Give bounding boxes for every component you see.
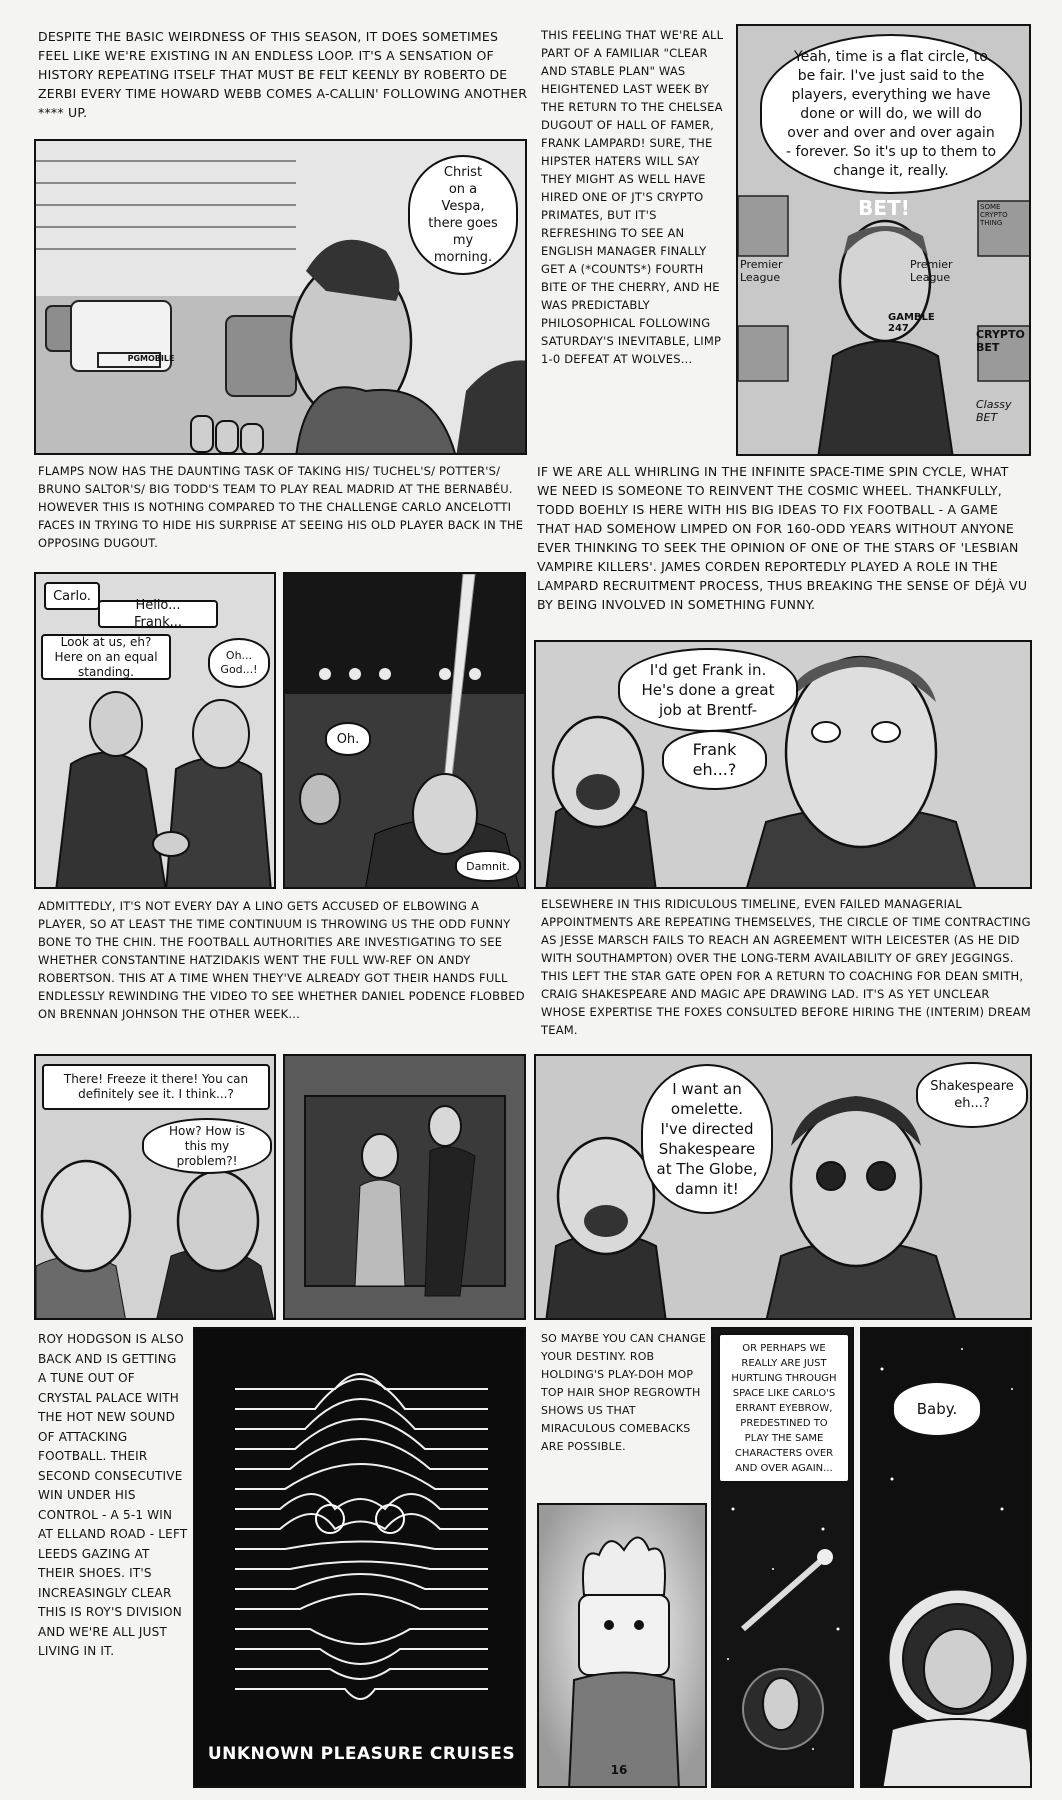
speech-equal-standing: Look at us, eh? Here on an equal standing. [41,634,171,680]
board-premier-league-2: Premier League [910,258,953,284]
holding-play-doh-illustration [539,1505,707,1788]
panel-carlo-handshake [34,572,276,889]
panel-var-room [34,1054,276,1320]
speech-lampard: Yeah, time is a flat circle, to be fair. I've just said to the players, everything we have done or will do, we will do over and over and over again - forever. So it's up to them to change it, really. [760,34,1022,194]
panel-podence-bench [283,1054,526,1320]
board-premier-league-1: Premier League [740,258,783,284]
panel-de-zerbi-window [34,139,527,455]
panel-lampard-press [736,24,1031,456]
caption-7: ROY HODGSON IS ALSO BACK AND IS GETTING A TUNE OUT OF CRYSTAL PALACE WITH THE HOT NEW SOUND OF ATTACKING FOOTBALL. THEIR SECOND CONSECUTIVE WIN UNDER HIS CONTROL - A 5-1 WIN AT ELLAND ROAD - LEFT LEEDS GAZING AT THEIR SHOES. IT'S INCREASINGLY CLEAR THIS IS ROY'S DIVISION AND WE'RE ALL JUST LIVING IN IT. [38,1332,188,1658]
speech-oh-god: Oh... God...! [208,638,270,688]
joy-division-lines-illustration [195,1329,526,1788]
speech-baby: Baby. [892,1381,982,1437]
board-gamble: GAMBLE 247 [888,312,935,334]
caption-5: ADMITTEDLY, IT'S NOT EVERY DAY A LINO GETS ACCUSED OF ELBOWING A PLAYER, SO AT LEAST THE TIME CONTINUUM IS THROWING US THE ODD FUNNY BONE TO THE CHIN. THE FOOTBALL AUTHORITIES ARE INVESTIGATING TO SEE WHETHER CONSTANTINE HATZIDAKIS WENT THE FULL WW-REF ON ANDY ROBERTSON. THIS AT A TIME WHEN THEY'VE ALREADY GOT THEIR HANDS FULL ENDLESSLY REWINDING THE VIDEO TO SEE WHETHER DANIEL PODENCE FLOBBED ON BRENNAN JOHNSON THE OTHER WEEK... [38,899,525,1021]
caption-1: DESPITE THE BASIC WEIRDNESS OF THIS SEASON, IT DOES SOMETIMES FEEL LIKE WE'RE EXISTING IN AN ENDLESS LOOP. IT'S A SENSATION OF HISTORY REPEATING ITSELF THAT MUST BE FELT KEENLY BY ROBERTO DE ZERBI EVERY TIME HOWARD WEBB COMES A-CALLIN' FOLLOWING ANOTHER **** UP. [38,29,528,120]
speech-omelette: I want an omelette. I've directed Shakespeare at The Globe, damn it! [641,1064,773,1214]
speech-carlo-name: Carlo. [44,582,100,610]
panel-astronaut [860,1327,1032,1788]
panel-unknown-pleasure-cruises [193,1327,526,1788]
panel-eyebrow-launch [283,572,526,889]
board-crypto-bet: CRYPTO BET [976,328,1025,354]
speech-oh: Oh. [325,722,371,756]
caption-2: THIS FEELING THAT WE'RE ALL PART OF A FAMILIAR "CLEAR AND STABLE PLAN" WAS HEIGHTENED LAST WEEK BY THE RETURN TO THE CHELSEA DUGOUT OF HALL OF FAMER, FRANK LAMPARD! SURE, THE HIPSTER HATERS WILL SAY THEY MIGHT AS WELL HAVE HIRED ONE OF JT'S CRYPTO PRIMATES, BUT IT'S REFRESHING TO SEE AN ENGLISH MANAGER FINALLY GET A (*COUNTS*) FOURTH BITE OF THE CHERRY, AND HE WAS PREDICTABLY PHILOSOPHICAL FOLLOWING SATURDAY'S INEVITABLE, LIMP 1-0 DEFEAT AT WOLVES... [541,28,724,366]
speech-hello-frank: Hello... Frank... [98,600,218,628]
board-bet: BET! [858,196,910,220]
caption-9: OR PERHAPS WE REALLY ARE JUST HURTLING THROUGH SPACE LIKE CARLO'S ERRANT EYEBROW, PREDESTINED TO PLAY THE SAME CHARACTERS OVER AND OVER AGAIN... [718,1333,850,1483]
caption-4: IF WE ARE ALL WHIRLING IN THE INFINITE SPACE-TIME SPIN CYCLE, WHAT WE NEED IS SOMEONE TO REINVENT THE COSMIC WHEEL. THANKFULLY, TODD BOEHLY IS HERE WITH HIS BIG IDEAS TO FIX FOOTBALL - A GAME THAT HAD SOMEHOW LIMPED ON FOR 160-ODD YEARS WITHOUT ANYONE EVER THINKING TO SEEK THE OPINION OF ONE OF THE STARS OF 'LESBIAN VAMPIRE KILLERS'. JAMES CORDEN REPORTEDLY PLAYED A ROLE IN THE LAMPARD RECRUITMENT PROCESS, THUS BREAKING THE SENSE OF DÉJÀ VU BY BEING INVOLVED IN SOMETHING FUNNY. [537,464,1028,612]
speech-freeze-it: There! Freeze it there! You can definitely see it. I think...? [42,1064,270,1110]
panel-corden-boehly [534,640,1032,889]
board-classy-bet: Classy BET [976,398,1012,424]
van-label: PGMOBILE [127,354,175,363]
speech-de-zerbi: Christ on a Vespa, there goes my morning. [408,155,518,275]
speech-shakespeare-eh: Shakespeare eh...? [916,1062,1028,1128]
panel-rob-holding [537,1503,707,1788]
shirt-number: 16 [610,1763,628,1777]
caption-6: ELSEWHERE IN THIS RIDICULOUS TIMELINE, EVEN FAILED MANAGERIAL APPOINTMENTS ARE REPEATING THEMSELVES, THE CIRCLE OF TIME CONTRACTING AS JESSE MARSCH FAILS TO REACH AN AGREEMENT WITH LEICESTER (AS HE DID WITH SOUTHAMPTON) OVER THE LONG-TERM AVAILABILITY OF GREY JEGGINGS. THIS LEFT THE STAR GATE OPEN FOR A RETURN TO COACHING FOR DEAN SMITH, CRAIG SHAKESPEARE AND MAGIC APE DRAWING LAD. IT'S AS YET UNCLEAR WHOSE EXPERTISE THE FOXES CONSULTED BEFORE HIRING THE (INTERIM) DREAM TEAM. [541,897,1031,1037]
speech-damnit: Damnit. [455,850,521,882]
board-some-crypto: SOME CRYPTO THING [980,203,1008,227]
stadium-night-illustration [285,574,526,889]
caption-3: FLAMPS NOW HAS THE DAUNTING TASK OF TAKING HIS/ TUCHEL'S/ POTTER'S/ BRUNO SALTOR'S/ BIG TODD'S TEAM TO PLAY REAL MADRID AT THE BERNABÉU. HOWEVER THIS IS NOTHING COMPARED TO THE CHALLENGE CARLO ANCELOTTI FACES IN TRYING TO HIDE HIS SURPRISE AT SEEING HIS OLD PLAYER BACK IN THE OPPOSING DUGOUT. [38,464,524,550]
speech-my-problem: How? How is this my problem?! [142,1118,272,1174]
album-title: UNKNOWN PLEASURE CRUISES [207,1744,516,1764]
caption-8: SO MAYBE YOU CAN CHANGE YOUR DESTINY. ROB HOLDING'S PLAY-DOH MOP TOP HAIR SHOP REGROWTH SHOWS US THAT MIRACULOUS COMEBACKS ARE POSSIBLE. [541,1332,707,1453]
speech-corden-frank: I'd get Frank in. He's done a great job at Brentf- [618,648,798,732]
panel-space-baby [711,1327,854,1788]
speech-boehly-frank: Frank eh...? [662,730,767,790]
panel-corden-shakespeare [534,1054,1032,1320]
bench-illustration [285,1056,526,1320]
